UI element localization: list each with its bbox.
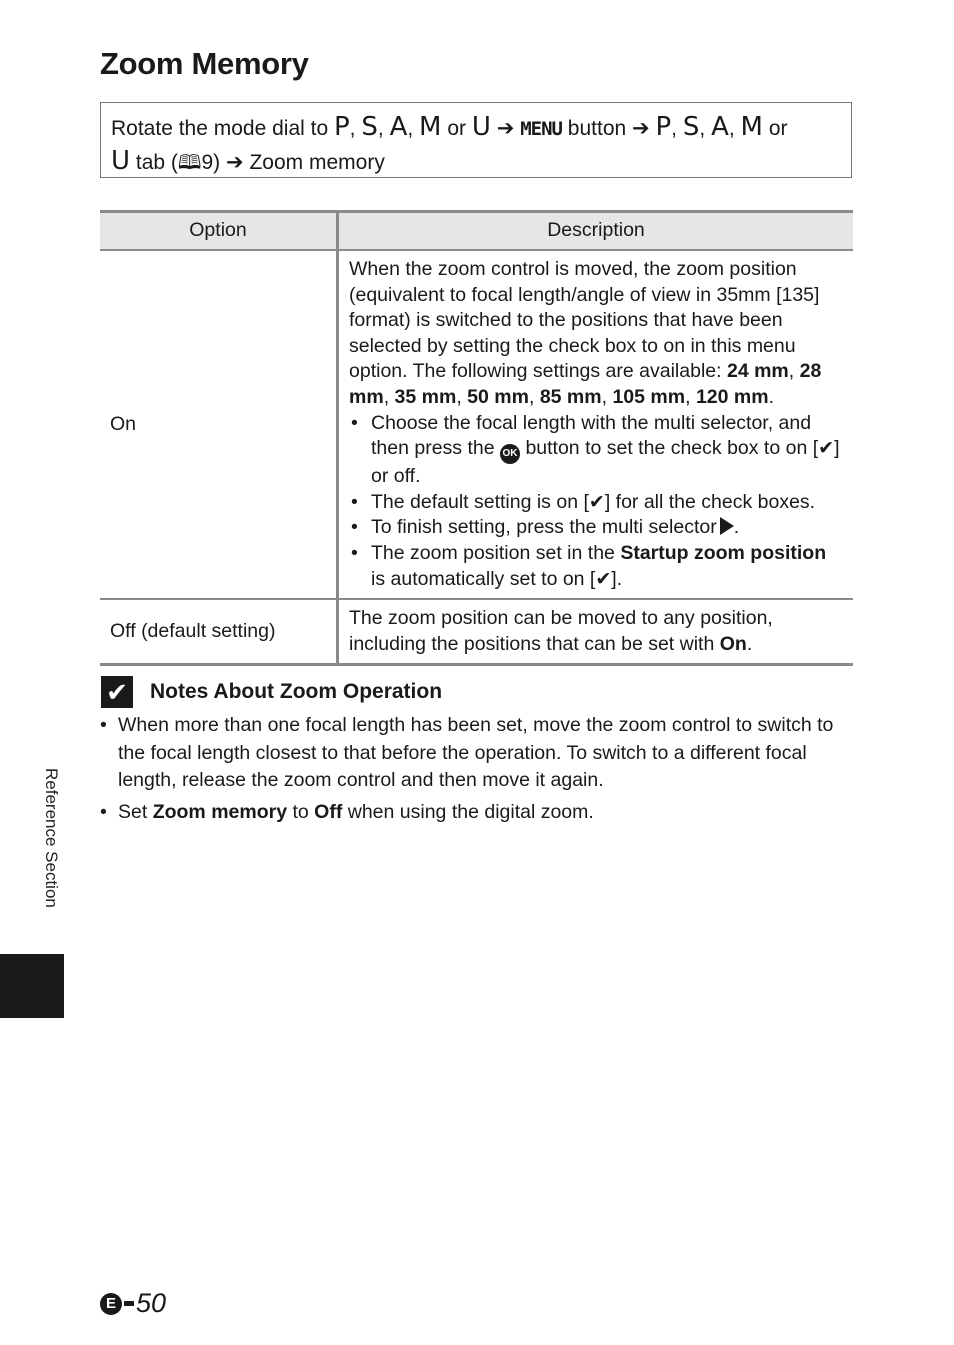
- list-item: • The zoom position set in the Startup zoom position is automatically set to on [✔].: [349, 541, 843, 592]
- option-cell: On: [100, 250, 338, 599]
- page-number: [100, 1288, 166, 1319]
- option-cell: Off (default setting): [100, 599, 338, 665]
- mode-s-icon: S: [361, 112, 378, 142]
- page-number-value: 50: [136, 1288, 167, 1318]
- list-item: • The default setting is on [✔] for all the check boxes.: [349, 490, 843, 516]
- table-header-row: [100, 212, 853, 251]
- mode-u-icon: U: [111, 146, 131, 176]
- header-option: Option: [100, 212, 338, 251]
- list-item: • To finish setting, press the multi selector .: [349, 515, 843, 541]
- check-icon: ✔: [588, 490, 605, 513]
- header-description: Description: [338, 212, 854, 251]
- menu-path-prefix: Rotate the mode dial to: [111, 117, 329, 140]
- options-table: [100, 210, 853, 666]
- table-row: [100, 599, 853, 665]
- note-check-icon: ✔: [101, 676, 133, 708]
- on-bullet-list: [349, 411, 843, 593]
- mode-p-icon: P: [333, 112, 350, 142]
- list-item: • Choose the focal length with the multi selector, and then press the OK button to set the check box to on [✔] or off.: [349, 411, 843, 490]
- check-icon: ✔: [595, 567, 612, 590]
- menu-path-box: Rotate the mode dial to P, S, A, M or U ➔ MENU button ➔ P, S, A, M or U tab (🕮9) ➔ Zoom memory: [100, 102, 852, 178]
- arrow-icon: ➔: [226, 151, 244, 174]
- menu-button-icon: MENU: [520, 118, 562, 140]
- mode-m-icon: M: [740, 112, 763, 142]
- section-side-label: Reference Section: [42, 768, 61, 908]
- mode-a-icon: A: [711, 112, 729, 142]
- ok-button-icon: OK: [500, 444, 520, 464]
- description-cell: The zoom position can be moved to any position, including the positions that can be set with On.: [338, 599, 854, 665]
- menu-destination: Zoom memory: [249, 151, 385, 174]
- book-reference-icon: 🕮: [177, 152, 202, 174]
- notes-heading-text: Notes About Zoom Operation: [150, 680, 443, 703]
- mode-a-icon: A: [389, 112, 408, 142]
- description-cell: When the zoom control is moved, the zoom position (equivalent to focal length/angle of view in 35mm [135] format) is switched to the positions that have been selected by setting the check box to on in this menu option. The following settings are available: 24 mm, 28 mm, 35 mm, 50 mm, 85 mm, 105 mm, 120 mm. • Choose the focal length with the multi selector, and then press the OK button to set the check box to on [✔] or off. • The default setting is on [✔] for all the check boxes. • To finish setting, press the multi selector . • The zoom position set in the Startup zoom position is automatically set to on [✔].: [338, 250, 854, 599]
- list-item: • Set Zoom memory to Off when using the digital zoom.: [100, 799, 852, 827]
- section-tab-marker: [0, 954, 64, 1018]
- notes-heading: [101, 672, 442, 712]
- arrow-icon: ➔: [632, 117, 650, 140]
- mode-m-icon: M: [419, 112, 442, 142]
- page-title: Zoom Memory: [100, 46, 309, 81]
- mode-u-icon: U: [471, 112, 491, 142]
- check-icon: ✔: [818, 437, 835, 460]
- list-item: • When more than one focal length has been set, move the zoom control to switch to the focal length closest to that before the operation. To switch to a different focal length, release the zoom control and then move it again.: [100, 712, 852, 795]
- multi-selector-right-icon: [720, 517, 734, 535]
- notes-list: [100, 712, 852, 830]
- mode-p-icon: P: [655, 112, 672, 142]
- reference-section-e-icon: E: [100, 1293, 122, 1315]
- arrow-icon: ➔: [496, 117, 515, 140]
- table-row: [100, 250, 853, 599]
- mode-s-icon: S: [682, 112, 700, 142]
